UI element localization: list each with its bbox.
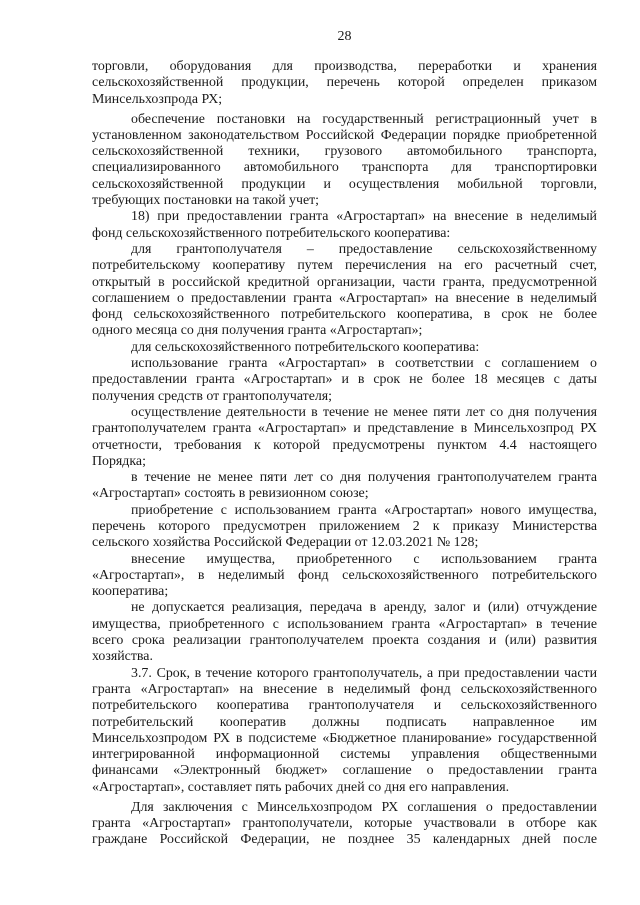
text-line <box>92 372 597 388</box>
text-line-content: имущества, приобретенного с использованием гранта «Агростартап» в течение <box>92 616 597 632</box>
text-line-content: Минсельхозпрода РХ; <box>92 91 223 107</box>
text-line <box>92 731 597 747</box>
text-line <box>92 193 597 209</box>
paragraph <box>92 59 597 108</box>
text-line <box>92 617 597 633</box>
text-line <box>92 535 597 551</box>
paragraph <box>92 112 597 210</box>
text-line <box>92 177 597 193</box>
text-line-content: приобретение с использованием гранта «Агростартап» нового имущества, <box>131 502 597 518</box>
text-line <box>92 763 597 779</box>
paragraph <box>92 470 597 503</box>
text-line <box>92 600 597 616</box>
paragraph <box>92 209 597 242</box>
text-line <box>92 144 597 160</box>
text-line <box>92 258 597 274</box>
text-line <box>92 59 597 75</box>
text-line-content: 18) при предоставлении гранта «Агростартап» на внесение в неделимый <box>131 209 597 225</box>
text-line-content: хозяйства. <box>92 649 153 665</box>
text-line <box>92 832 597 848</box>
text-line <box>92 454 597 470</box>
text-line-content: отчетности, требования к которой предусмотрены пунктом 4.4 настоящего <box>92 437 597 453</box>
text-line <box>92 405 597 421</box>
text-line <box>92 715 597 731</box>
text-line-content: для грантополучателя – предоставление сельскохозяйственному <box>131 241 597 257</box>
text-line <box>92 666 597 682</box>
text-line <box>92 307 597 323</box>
text-line-content: обеспечение постановки на государственный регистрационный учет в <box>131 111 597 127</box>
text-line-content: предоставлении гранта «Агростартап» и в срок не более 18 месяцев с даты <box>92 372 597 388</box>
text-line <box>92 323 597 339</box>
text-line <box>92 242 597 258</box>
text-line <box>92 470 597 486</box>
text-line <box>92 75 597 91</box>
document-body <box>92 59 597 849</box>
page-number: 28 <box>337 29 352 44</box>
text-line-content: гранта «Агростартап» на внесение в неделимый фонд сельскохозяйственного <box>92 681 597 697</box>
text-line-content: потребительский кооператив должны подписать направленное им <box>92 714 597 730</box>
text-line <box>92 649 597 665</box>
text-line-content: одного месяца со дня получения гранта «Агростартап»; <box>92 323 423 339</box>
text-line <box>92 816 597 832</box>
text-line-content: сельскохозяйственной продукции, перечень которой определен приказом <box>92 75 597 91</box>
paragraph <box>92 356 597 405</box>
text-line <box>92 209 597 225</box>
text-line <box>92 291 597 307</box>
text-line-content: перечень которого предусмотрен приложением 2 к приказу Министерства <box>92 519 597 534</box>
text-line-content: «Агростартап», составляет пять рабочих дней со дня его направления. <box>92 779 510 795</box>
text-line-content: не допускается реализация, передача в аренду, залог и (или) отчуждение <box>131 600 597 616</box>
text-line <box>92 389 597 405</box>
text-line <box>92 698 597 714</box>
text-line <box>92 275 597 291</box>
text-line-content: Порядка; <box>92 453 146 469</box>
text-line-content: фонд сельскохозяйственного потребительского кооператива: <box>92 225 451 241</box>
text-line-content: всего срока реализации грантополучателем проекта создания и (или) развития <box>92 633 597 649</box>
text-line-content: получения средств от грантополучателя; <box>92 388 333 404</box>
text-line <box>92 356 597 372</box>
text-line-content: в течение не менее пяти лет со дня получения грантополучателем гранта <box>131 470 597 486</box>
text-line-content: соглашением о предоставлении гранта «Агростартап» на внесение в неделимый <box>92 290 597 306</box>
paragraph <box>92 405 597 470</box>
text-line-content: сельскохозяйственной продукции и осуществления мобильной торговли, <box>92 176 597 192</box>
text-line <box>92 421 597 437</box>
text-line <box>92 112 597 128</box>
text-line-content: внесение имущества, приобретенного с использованием гранта <box>131 551 597 567</box>
text-line-content: финансами «Электронный бюджет» соглашение о предоставлении гранта <box>92 763 597 779</box>
text-line-content: требующих постановки на такой учет; <box>92 193 320 209</box>
text-line-content: торговли, оборудования для производства, переработки и хранения <box>92 59 597 74</box>
text-line-content: Для заключения с Минсельхозпродом РХ соглашения о предоставлении <box>131 799 597 815</box>
paragraph <box>92 242 597 340</box>
paragraph <box>92 503 597 552</box>
text-line <box>92 160 597 176</box>
text-line-content: кооператива; <box>92 584 169 600</box>
text-line <box>92 92 597 108</box>
text-line-content: фонд сельскохозяйственного потребительского кооператива, в срок не более <box>92 307 597 323</box>
text-line-content: для сельскохозяйственного потребительского кооператива: <box>131 339 480 355</box>
text-line-content: 3.7. Срок, в течение которого грантополучатель, а при предоставлении части <box>131 665 597 681</box>
text-line-content: грантополучателем гранта «Агростартап» и представление в Минсельхозпрод РХ <box>92 421 597 437</box>
text-line <box>92 552 597 568</box>
text-line <box>92 800 597 816</box>
text-line <box>92 340 597 356</box>
text-line <box>92 568 597 584</box>
paragraph <box>92 600 597 665</box>
text-line <box>92 438 597 454</box>
text-line-content: граждане Российской Федерации, не позднее 35 календарных дней после <box>92 832 597 848</box>
text-line-content: установленном законодательством Российской Федерации порядке приобретенной <box>92 127 597 143</box>
text-line-content: потребительскому кооперативу путем перечисления на его расчетный счет, <box>92 258 597 274</box>
text-line-content: использование гранта «Агростартап» в соответствии с соглашением о <box>131 356 597 372</box>
text-line-content: интегрированной информационной системы управления общественными <box>92 747 597 763</box>
text-line-content: гранта «Агростартап» грантополучатели, которые участвовали в отборе как <box>92 816 597 832</box>
text-line-content: осуществление деятельности в течение не менее пяти лет со дня получения <box>131 404 597 420</box>
text-line <box>92 584 597 600</box>
text-line-content: сельскохозяйственной техники, грузового автомобильного транспорта, <box>92 144 597 160</box>
text-line-content: Минсельхозпродом РХ в подсистеме «Бюджетное планирование» государственной <box>92 730 597 746</box>
text-line <box>92 486 597 502</box>
text-line <box>92 503 597 519</box>
text-line <box>92 633 597 649</box>
text-line <box>92 226 597 242</box>
text-line <box>92 682 597 698</box>
text-line-content: специализированного автомобильного транспорта для транспортировки <box>92 160 597 176</box>
text-line-content: «Агростартап», в неделимый фонд сельскохозяйственного потребительского <box>92 567 597 583</box>
text-line <box>92 780 597 796</box>
paragraph <box>92 340 597 356</box>
text-line-content: сельского хозяйства Российской Федерации от 12.03.2021 № 128; <box>92 535 479 551</box>
paragraph <box>92 666 597 796</box>
paragraph <box>92 800 597 849</box>
text-line-content: потребительского кооператива грантополучателя и сельскохозяйственного <box>92 698 597 714</box>
text-line-content: открытый в российской кредитной организации, части гранта, предусмотренной <box>92 274 597 290</box>
text-line <box>92 519 597 535</box>
paragraph <box>92 552 597 601</box>
text-line <box>92 128 597 144</box>
text-line-content: «Агростартап» состоять в ревизионном союзе; <box>92 486 369 502</box>
text-line <box>92 747 597 763</box>
